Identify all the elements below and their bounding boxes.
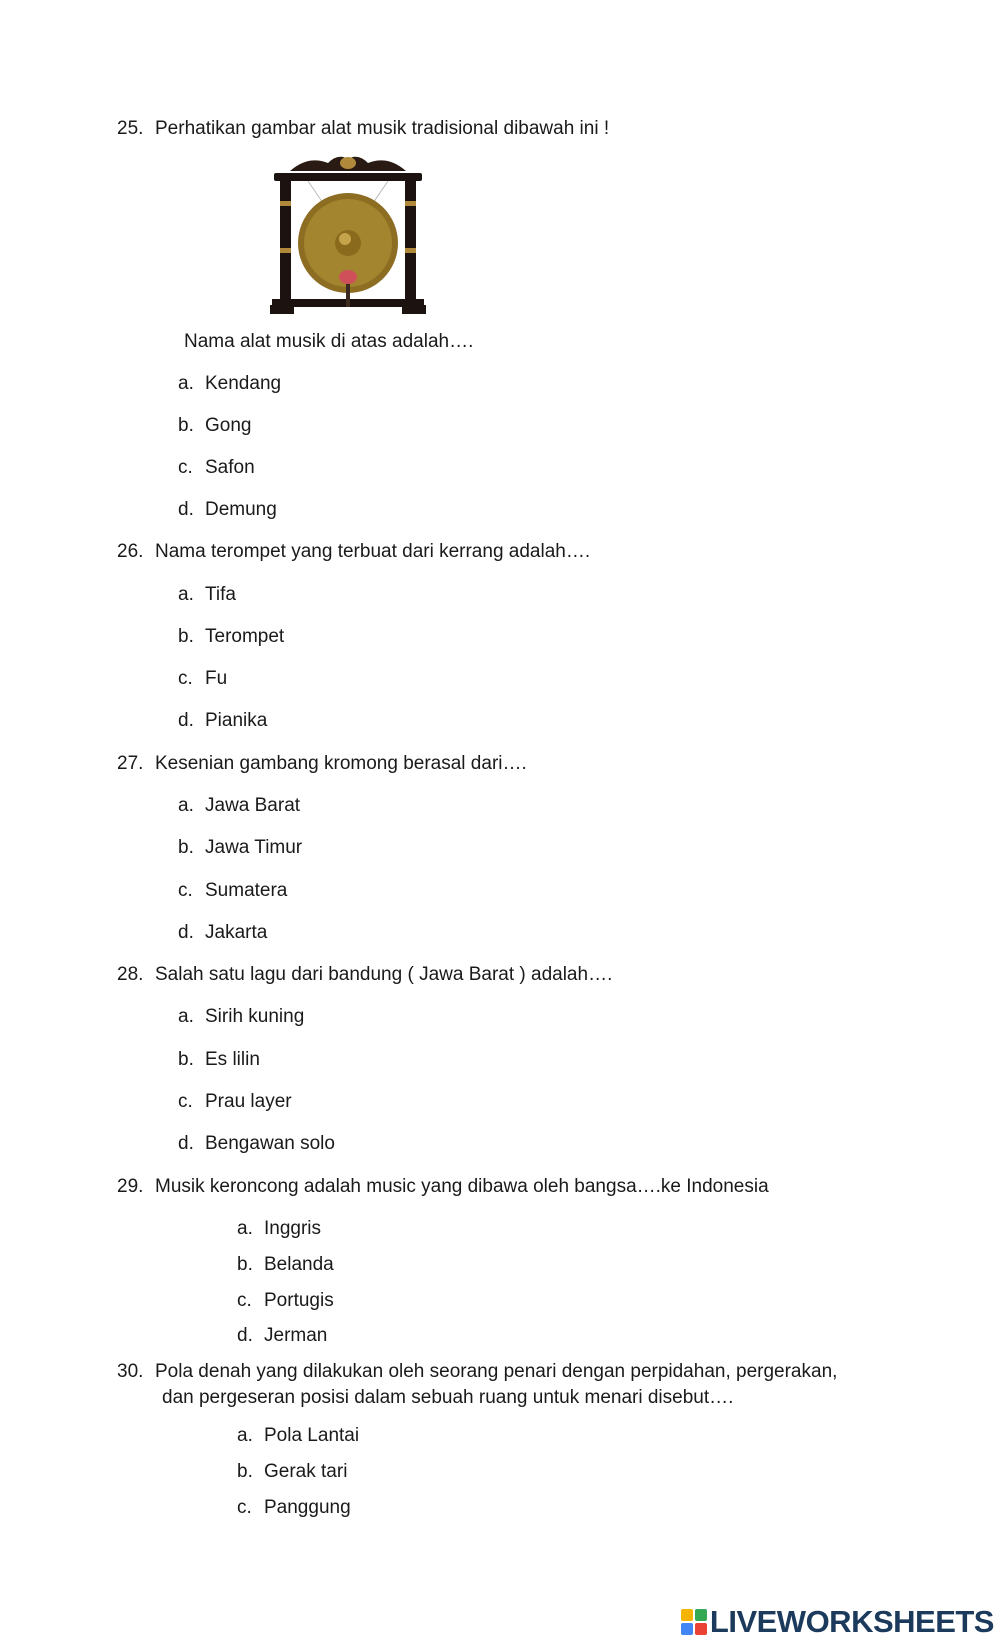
option-a[interactable]: a. Tifa <box>178 584 236 605</box>
option-b[interactable]: b. Gong <box>178 415 252 436</box>
option-c[interactable]: c. Prau layer <box>178 1091 292 1112</box>
question-prompt: Nama alat musik di atas adalah…. <box>184 331 474 352</box>
gong-icon <box>268 153 428 321</box>
question-text-continued: dan pergeseran posisi dalam sebuah ruang untuk menari disebut…. <box>162 1387 734 1408</box>
option-c[interactable]: c. Portugis <box>237 1290 334 1311</box>
option-b[interactable]: b. Jawa Timur <box>178 837 303 858</box>
logo-icon <box>681 1609 707 1635</box>
option-d[interactable]: d. Jakarta <box>178 922 268 943</box>
question-number: 27. <box>117 753 144 774</box>
option-a[interactable]: a. Inggris <box>237 1218 322 1239</box>
option-c[interactable]: c. Panggung <box>237 1497 351 1518</box>
question-29 <box>117 1176 769 1198</box>
question-text: Salah satu lagu dari bandung ( Jawa Barat ) adalah…. <box>155 964 613 985</box>
liveworksheets-logo <box>681 1605 994 1639</box>
option-a[interactable]: a. Pola Lantai <box>237 1425 360 1446</box>
option-d[interactable]: d. Bengawan solo <box>178 1133 335 1154</box>
question-27 <box>117 753 527 775</box>
question-number: 30. <box>117 1361 144 1382</box>
question-number: 28. <box>117 964 144 985</box>
question-text: Musik keroncong adalah music yang dibawa oleh bangsa….ke Indonesia <box>155 1176 769 1197</box>
question-text: Kesenian gambang kromong berasal dari…. <box>155 753 527 774</box>
question-number: 26. <box>117 541 144 562</box>
question-number: 29. <box>117 1176 144 1197</box>
option-c[interactable]: c. Fu <box>178 668 228 689</box>
logo-text: LIVEWORKSHEETS <box>709 1604 994 1639</box>
option-b[interactable]: b. Belanda <box>237 1254 334 1275</box>
question-text: Nama terompet yang terbuat dari kerrang adalah…. <box>155 541 591 562</box>
option-c[interactable]: c. Sumatera <box>178 880 288 901</box>
question-text: Pola denah yang dilakukan oleh seorang penari dengan perpidahan, pergerakan, <box>155 1361 838 1382</box>
option-b[interactable]: b. Terompet <box>178 626 285 647</box>
option-d[interactable]: d. Jerman <box>237 1325 328 1346</box>
option-a[interactable]: a. Kendang <box>178 373 282 394</box>
option-b[interactable]: b. Gerak tari <box>237 1461 348 1482</box>
option-a[interactable]: a. Jawa Barat <box>178 795 301 816</box>
option-b[interactable]: b. Es lilin <box>178 1049 260 1070</box>
question-25 <box>117 118 609 140</box>
question-26 <box>117 541 590 563</box>
option-d[interactable]: d. Pianika <box>178 710 268 731</box>
question-number: 25. <box>117 118 144 139</box>
option-c[interactable]: c. Safon <box>178 457 255 478</box>
option-d[interactable]: d. Demung <box>178 499 277 520</box>
question-28 <box>117 964 612 986</box>
question-30 <box>117 1361 837 1383</box>
option-a[interactable]: a. Sirih kuning <box>178 1006 305 1027</box>
question-text: Perhatikan gambar alat musik tradisional dibawah ini ! <box>155 118 610 139</box>
